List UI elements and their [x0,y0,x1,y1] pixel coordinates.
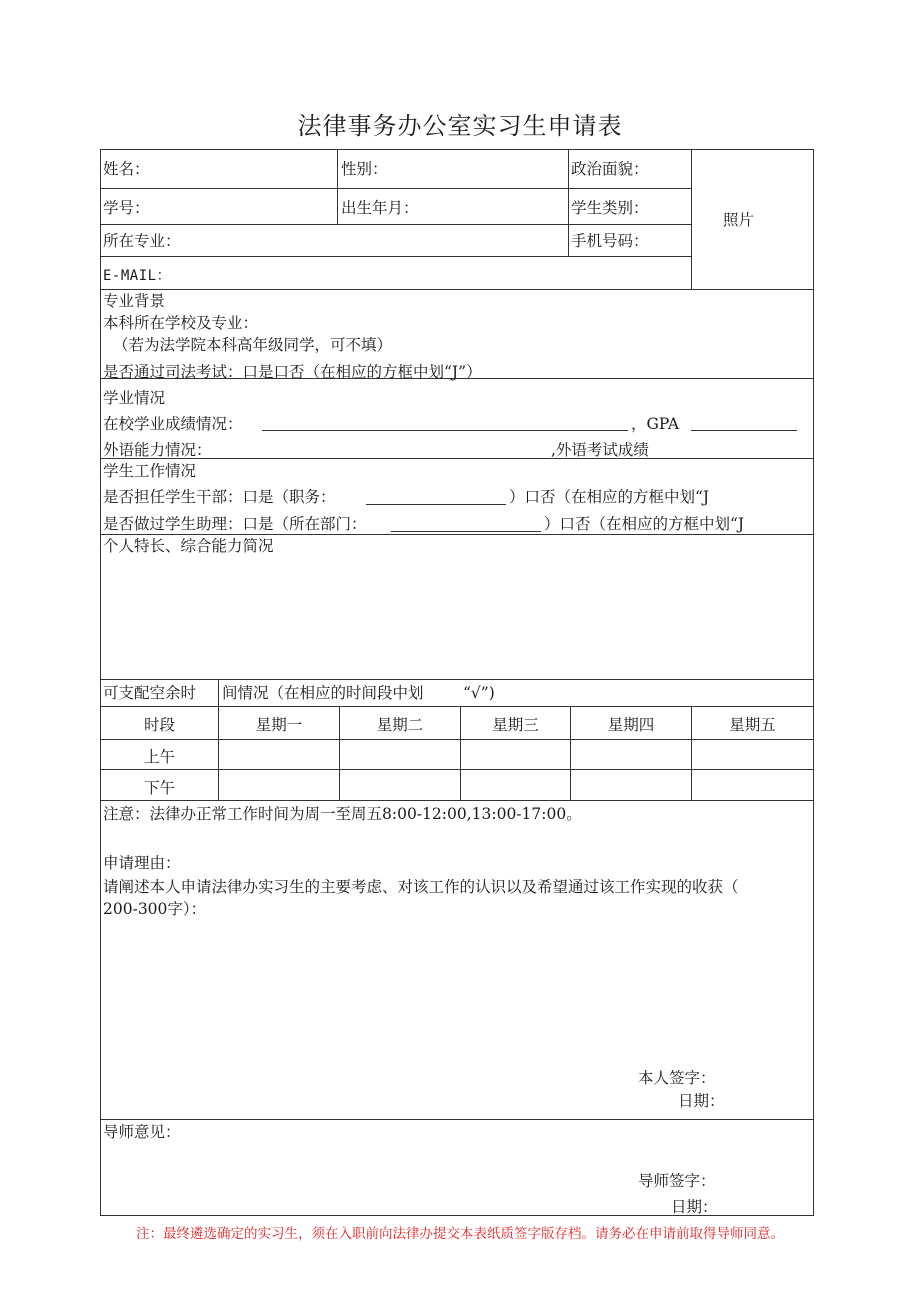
assistant-underline [391,517,541,532]
bar-exam-question: 是否通过司法考试：口是口否（在相应的方框中划“J”） [103,363,482,381]
footer-note: 注：最终遴选确定的实习生，须在入职前向法律办提交本表纸质签字版存档。请务必在申请前取得导师同意。 [136,1226,784,1242]
row-afternoon: 下午 [143,779,175,797]
gender-label: 性别： [341,160,388,178]
period-header: 时段 [143,716,175,734]
advisor-opinion-heading: 导师意见： [103,1123,181,1141]
assistant-question-end: ）口否（在相应的方框中划“J [544,515,745,533]
working-hours-notice: 注意：法律办正常工作时间为周一至周五8:00-12:00,13:00-17:00。 [103,805,582,823]
reason-instructions: 请阐述本人申请法律办实习生的主要考虑、对该工作的认识以及希望通过该工作实现的收获（ [103,878,739,896]
cadre-underline [366,490,506,505]
cadre-question-end: ）口否（在相应的方框中划“J [509,488,710,506]
availability-heading-a: 可支配空余时 [103,684,197,702]
student-id-label: 学号： [103,199,150,217]
row-morning: 上午 [143,748,175,766]
major-label: 所在专业： [103,232,181,250]
work-heading: 学生工作情况 [103,462,197,480]
name-label: 姓名： [103,160,150,178]
assistant-question: 是否做过学生助理：口是（所在部门： [103,515,367,533]
day-header-thu: 星期四 [607,716,655,734]
birth-date-label: 出生年月： [341,199,419,217]
reason-heading: 申请理由： [103,854,181,872]
day-header-mon: 星期一 [255,716,303,734]
language-label: 外语能力情况： [103,441,212,459]
photo-box: 照片 [723,211,755,229]
cadre-question: 是否担任学生干部：口是（职务： [103,488,336,506]
gpa-label: ，GPA [631,415,680,433]
advisor-date-label: 日期： [671,1198,718,1216]
reason-word-count: 200-300字）： [103,900,207,918]
student-category-label: 学生类别： [571,199,649,217]
page-title: 法律事务办公室实习生申请表 [297,112,623,140]
email-label: E-MAIL： [103,268,172,284]
language-score-label: ,外语考试成绩 [551,441,649,459]
application-form [100,149,814,1216]
applicant-signature-label: 本人签字： [638,1069,716,1087]
applicant-date-label: 日期： [678,1092,725,1110]
gpa-underline [691,416,797,431]
specialty-heading: 个人特长、综合能力简况 [103,537,274,555]
undergrad-school-label: 本科所在学校及专业： [103,314,259,332]
phone-label: 手机号码： [571,232,649,250]
undergrad-note: （若为法学院本科高年级同学，可不填） [113,336,393,354]
grades-label [103,414,243,434]
background-heading: 专业背景 [103,292,166,310]
availability-heading-c: “√”) [463,684,495,702]
advisor-signature-label: 导师签字： [638,1172,716,1190]
day-header-tue: 星期二 [376,716,424,734]
grades-label-text: 在校学业成绩情况： [103,415,243,433]
availability-heading-b: 间情况（在相应的时间段中划 [222,684,424,702]
day-header-fri: 星期五 [729,716,776,734]
political-status-label: 政治面貌： [571,160,649,178]
academic-heading: 学业情况 [103,389,166,407]
day-header-wed: 星期三 [492,716,539,734]
grades-underline [262,416,628,431]
